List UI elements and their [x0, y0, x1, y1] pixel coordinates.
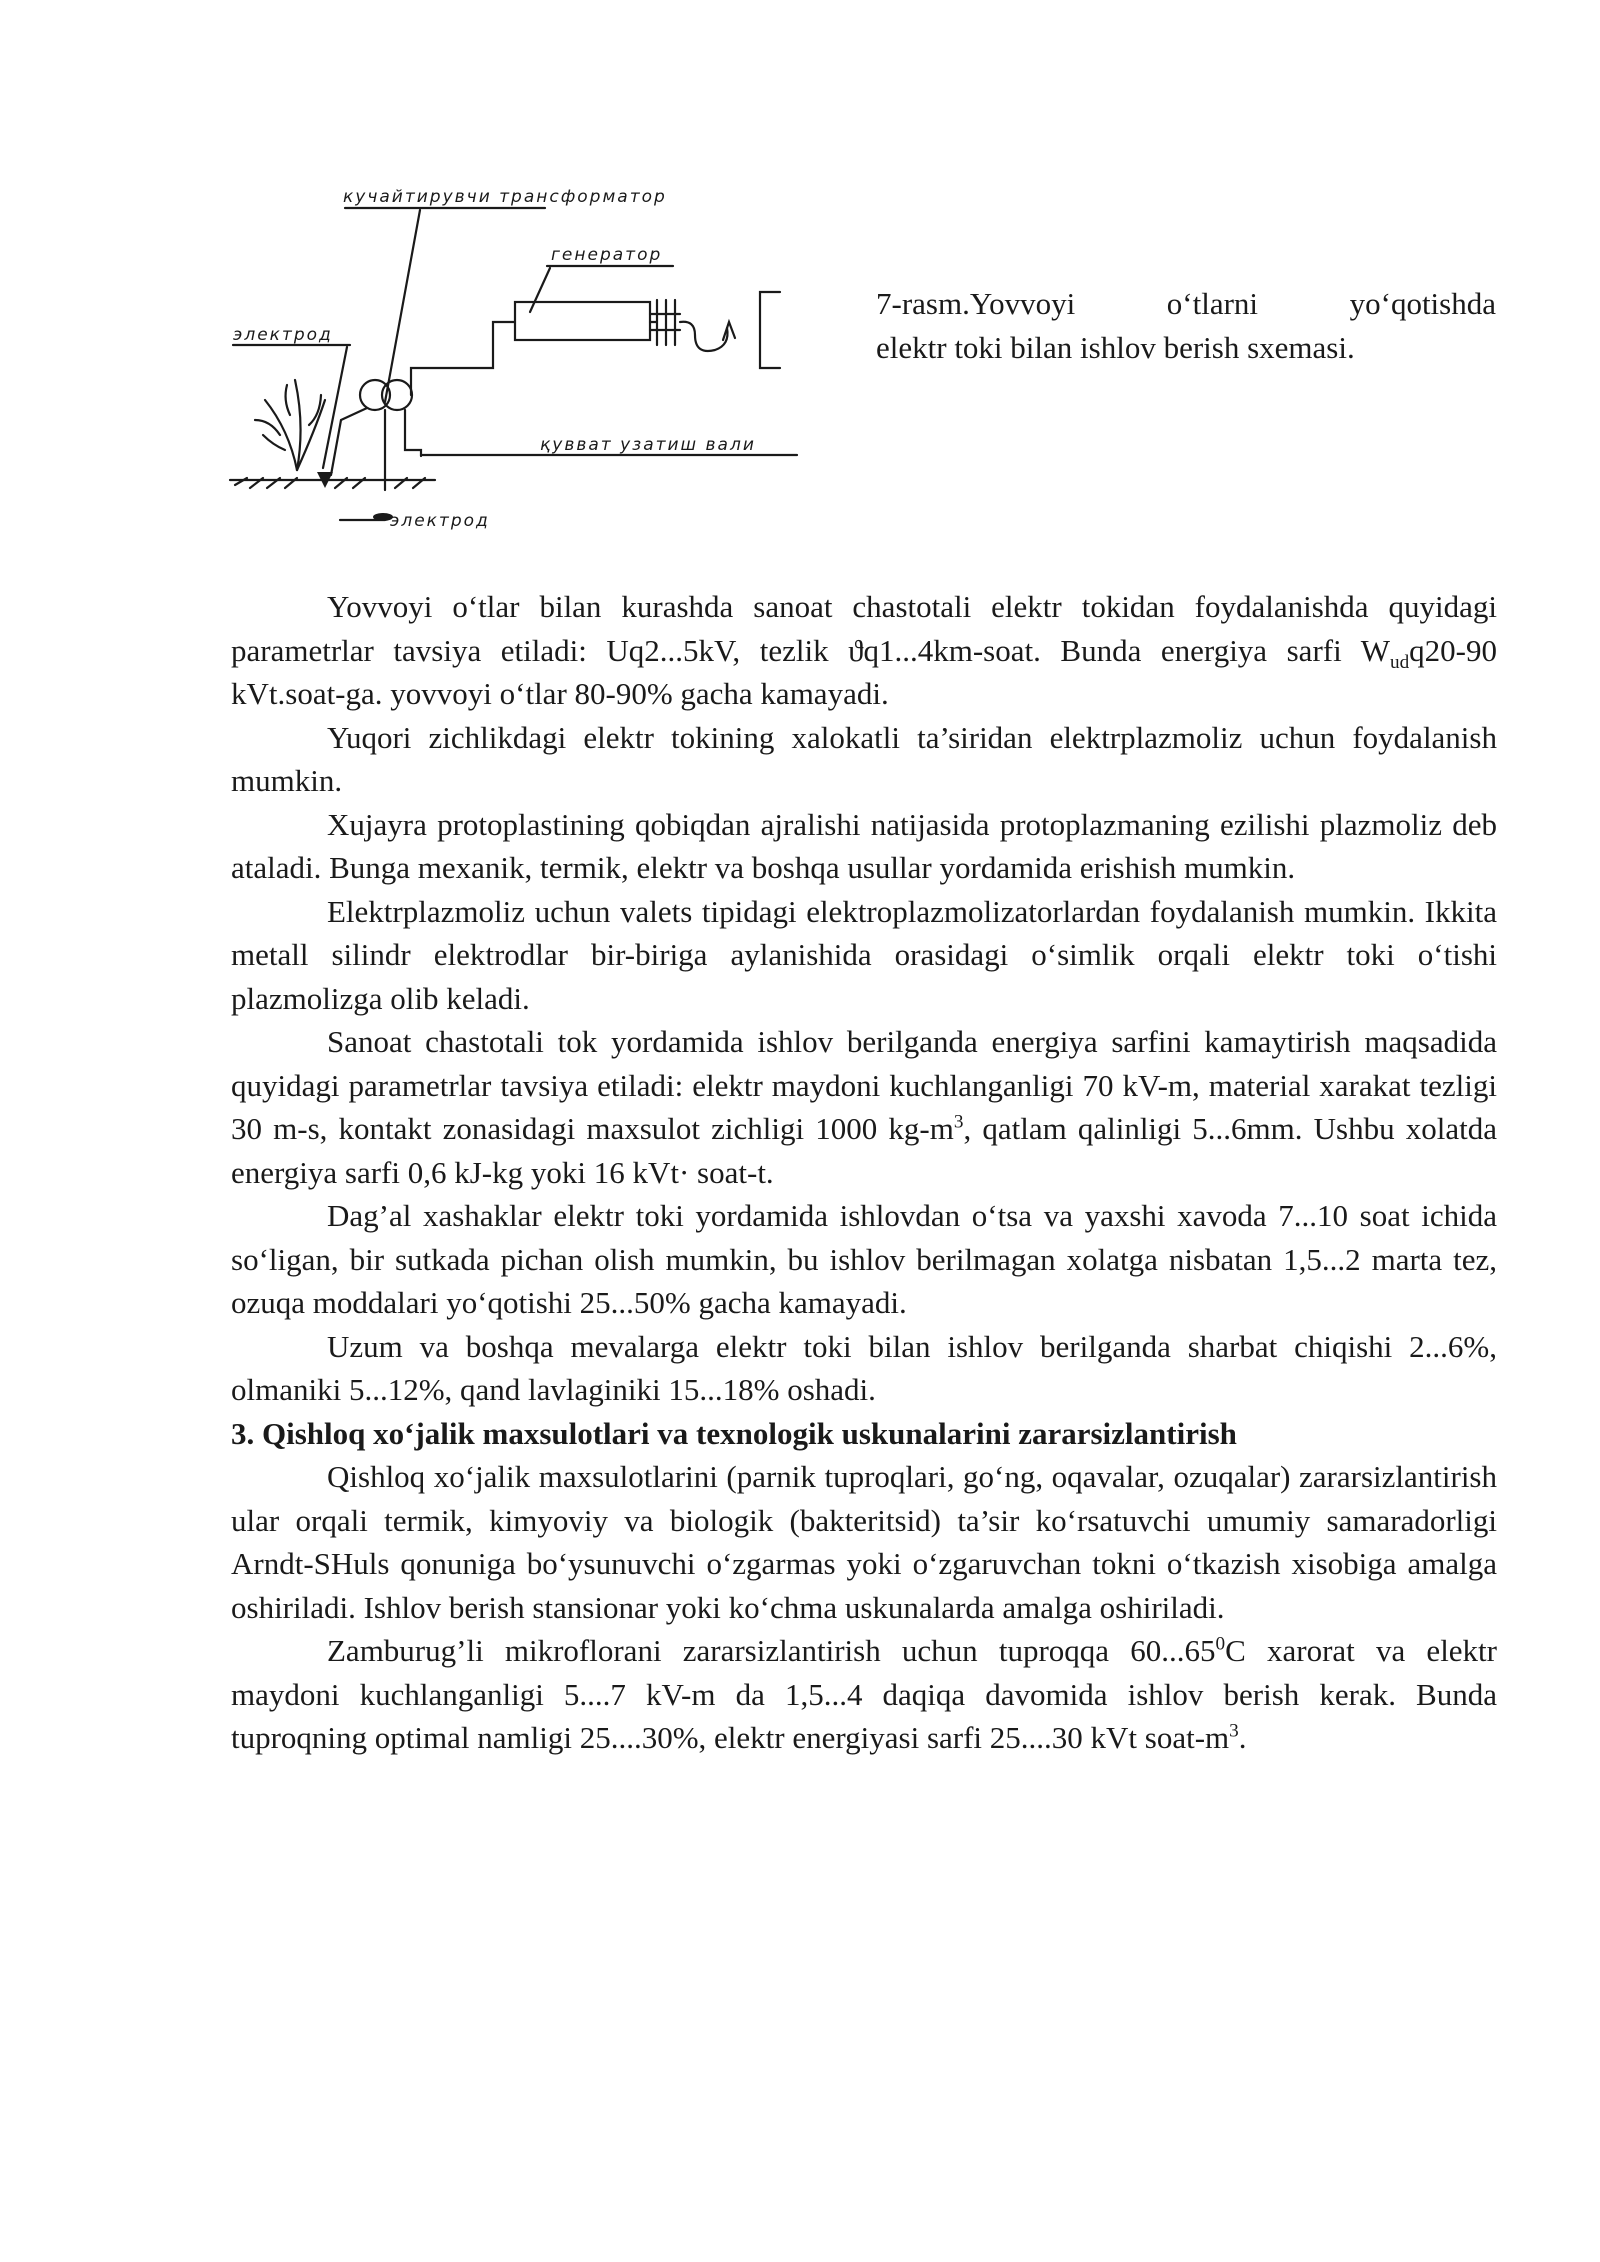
paragraph-6: Dag’al xashaklar elektr toki yordamida ishlovdan o‘tsa va yaxshi xavoda 7...10 soat ichida so‘ligan, bir sutkada pichan olish mumkin, bu ishlov berilmagan xolatga nisbatan 1,5...2 marta tez, ozuqa moddalari yo‘qotishi 25...50% gacha kamayadi. — [231, 1198, 1497, 1320]
paragraph-9 — [231, 1629, 1497, 1760]
p9-text-b: C xarorat va elektr maydoni kuchlanganligi 5....7 kV-m da 1,5...4 daqiqa davomida ishlov berish kerak. Bunda tuproqning optimal namligi 25....30%, elektr energiyasi sarfi 25....30 kVt soat-m — [231, 1633, 1497, 1755]
weed-electrotreatment-diagram — [225, 170, 835, 540]
transformer-label: кучайтирувчи трансформатор — [343, 187, 667, 207]
p5-text-b: , qatlam qalinligi 5...6mm. Ushbu xolatda energiya sarfi 0,6 kJ-kg yoki 16 kVt· soat-t. — [231, 1111, 1497, 1190]
p1-subscript: ud — [1389, 651, 1410, 673]
paragraph-3: Xujayra protoplastining qobiqdan ajralishi natijasida protoplazmaning ezilishi plazmoliz deb ataladi. Bunga mexanik, termik, elektr va boshqa usullar yordamida erishish mumkin. — [231, 806, 1497, 885]
generator-label: генератор — [551, 245, 663, 265]
p5-text-a: Sanoat chastotali tok yordamida ishlov berilganda energiya sarfini kamaytirish maqsadida quyidagi parametrlar tavsiya etiladi: elektr maydoni kuchlanganligi 70 kV-m, material xarakat tezligi 30 m-s, kontakt zonasidagi maxsulot zichligi 1000 kg-m — [231, 1024, 1497, 1146]
p9-text-a: Zamburug’li mikroflorani zararsizlantirish uchun tuproqqa 60...65 — [327, 1633, 1216, 1668]
paragraph-8: Qishloq xo‘jalik maxsulotlarini (parnik tuproqlari, go‘ng, oqavalar, ozuqalar) zararsizlantirish ular orqali termik, kimyoviy va biologik (bakteritsid) ta’sir ko‘rsatuvchi umumiy samaradorligi Arndt-SHuls qonuniga bo‘ysunuvchi o‘zgarmas yoki o‘zgaruvchan tokni o‘tkazish xisobiga amalga oshiriladi. Ishlov berish stansionar yoki ko‘chma uskunalarda amalga oshiriladi. — [231, 1459, 1497, 1625]
p9-text-c: . — [1238, 1720, 1247, 1755]
paragraph-1 — [231, 585, 1497, 716]
p1-theta: ϑ — [848, 632, 864, 668]
p5-superscript: 3 — [953, 1111, 964, 1133]
p9-superscript: 3 — [1229, 1720, 1239, 1742]
electrode-bottom-label: электрод — [390, 511, 490, 531]
power-shaft-label: қувват узатиш вали — [540, 435, 756, 455]
paragraph-2: Yuqori zichlikdagi elektr tokining xalokatli ta’siridan elektrplazmoliz uchun foydalanish mumkin. — [231, 719, 1497, 798]
paragraph-4: Elektrplazmoliz uchun valets tipidagi elektroplazmolizatorlardan foydalanish mumkin. Ikkita metall silindr elektrodlar bir-biriga aylanishida orasidagi o‘simlik orqali elektr toki o‘tishi plazmolizga olib keladi. — [231, 893, 1497, 1016]
section-heading: 3. Qishloq xo‘jalik maxsulotlari va texnologik uskunalarini zararsizlantirish — [231, 1415, 1237, 1451]
p1-text-c: q20-90 kVt.soat-ga. yovvoyi o‘tlar 80-90% gacha kamayadi. — [231, 632, 1497, 711]
electrode-top-label: электрод — [233, 325, 333, 345]
caption-line-1: 7-rasm.Yovvoyi o‘tlarni yo‘qotishda — [876, 286, 1496, 321]
p9-degree-superscript: 0 — [1215, 1633, 1226, 1655]
p1-text-b: q1...4km-soat. Bunda energiya sarfi W — [863, 632, 1390, 668]
p1-text-a: Yovvoyi o‘tlar bilan kurashda sanoat chastotali elektr tokidan foydalanishda quyidagi parametrlar tavsiya etiladi: Uq2...5kV, tezlik — [231, 589, 1497, 668]
figure-caption — [876, 282, 1496, 370]
paragraph-7: Uzum va boshqa mevalarga elektr toki bilan ishlov berilganda sharbat chiqishi 2...6%, olmaniki 5...12%, qand lavlaginiki 15...18% oshadi. — [231, 1328, 1497, 1407]
paragraph-5 — [231, 1020, 1497, 1194]
diagram-svg — [225, 170, 835, 540]
body-text — [231, 585, 1497, 1760]
caption-line-2: elektr toki bilan ishlov berish sxemasi. — [876, 330, 1355, 365]
